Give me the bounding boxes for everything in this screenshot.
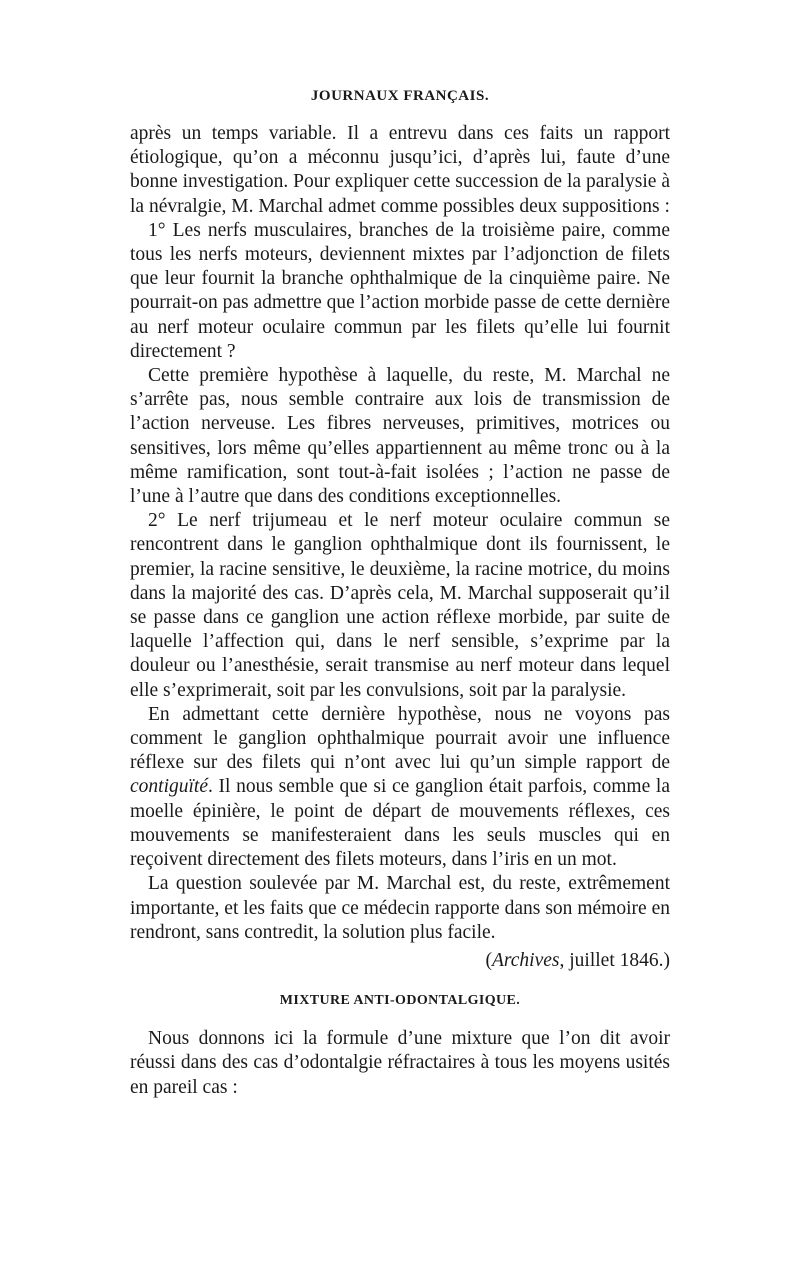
italic-term: contiguïté [130,776,208,798]
paragraph-critique-2 [130,703,670,872]
citation-source: Archives [492,949,560,971]
running-head: JOURNAUX FRANÇAIS. [310,88,490,104]
document-page [130,88,670,1100]
paragraph-continuation: après un temps variable. Il a entrevu dans ces faits un rapport étiologique, qu’on a méconnu jusqu’ici, d’après lui, faute d’une bonne investigation. Pour expliquer cette succession de la paralysie à la névralgie, M. Marchal admet comme possibles deux suppositions : [130,123,670,217]
citation-open: ( [485,949,492,971]
section-title: MIXTURE ANTI-ODONTALGIQUE. [279,993,521,1009]
paragraph-hypothesis-2: 2° Le nerf trijumeau et le nerf moteur oculaire commun se rencontrent dans le ganglion ophthalmique dont ils fournissent, le premier, la racine sensitive, le deuxième, la racine motrice, du moins dans la majorité des cas. D’après cela, M. Marchal supposerait qu’il se passe dans ce ganglion une action réflexe morbide, par suite de laquelle l’affection qui, dans le nerf sensible, s’exprime par la douleur ou l’anesthésie, serait transmise au nerf moteur dans lequel elle s’exprimerait, soit par les convulsions, soit par la paralysie. [130,510,670,701]
paragraph-critique-1: Cette première hypothèse à laquelle, du reste, M. Marchal ne s’arrête pas, nous semble contraire aux lois de transmission de l’action nerveuse. Les fibres nerveuses, primitives, motrices ou sensitives, lors même qu’elles appartiennent au même tronc ou à la même ramification, sont tout-à-fait isolées ; l’action ne passe de l’une à l’autre que dans des conditions exceptionnelles. [130,365,670,508]
paragraph-critique-2-text-b: . Il nous semble que si ce ganglion était parfois, comme la moelle épinière, le point de départ de mouvements réflexes, ces mouvements se manifesteraient dans les seuls muscles qui en reçoivent directement des filets moteurs, dans l’iris en un mot. [130,776,670,871]
paragraph-critique-2-text-a: En admettant cette dernière hypothèse, nous ne voyons pas comment le ganglion ophthalmique pourrait avoir une influence réflexe sur des filets qui n’ont avec lui qu’un simple rapport de [130,703,670,774]
paragraph-hypothesis-1: 1° Les nerfs musculaires, branches de la troisième paire, comme tous les nerfs moteurs, deviennent mixtes par l’adjonction de filets que leur fournit la branche ophthalmique de la cinquième paire. Ne pourrait-on pas admettre que l’action morbide passe de cette dernière au nerf moteur oculaire commun par les filets qu’elle lui fournit directement ? [130,219,670,362]
paragraph-conclusion: La question soulevée par M. Marchal est, du reste, extrêmement importante, et les faits que ce médecin rapporte dans son mémoire en rendront, sans contredit, la solution plus facile. [130,873,670,943]
source-citation [130,949,670,973]
paragraph-mixture-intro: Nous donnons ici la formule d’une mixture que l’on dit avoir réussi dans des cas d’odontalgie réfractaires à tous les moyens usités en pareil cas : [130,1028,670,1098]
citation-date: , juillet 1846.) [559,949,670,971]
